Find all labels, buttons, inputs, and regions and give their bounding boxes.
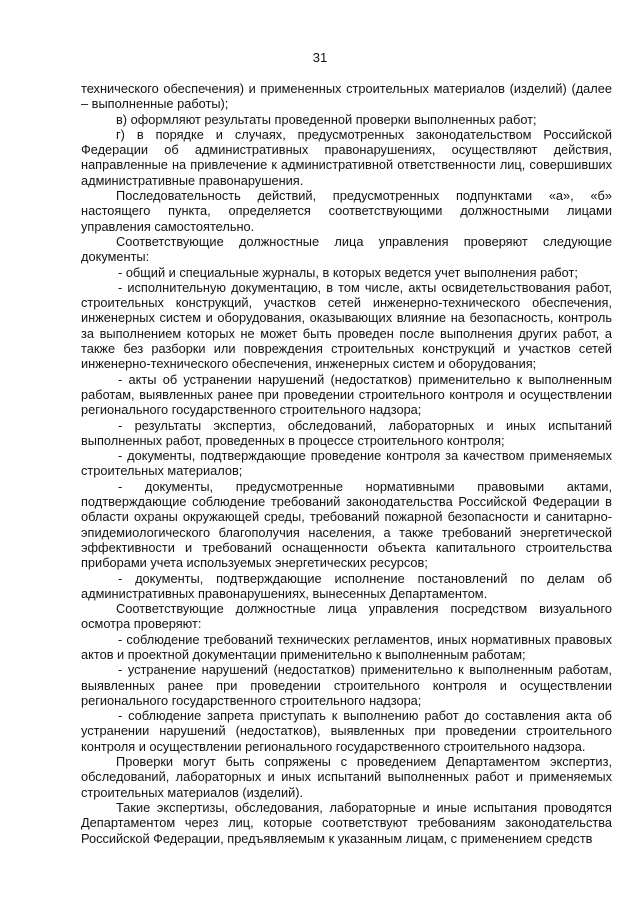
list-item: - документы, предусмотренные нормативными правовыми актами, подтверждающие соблюдение требований законодательства Российской Федерации в области охраны окружающей среды, требований пожарной безопасности и санитарно-эпидемиологического благополучия населения, а также требований энергетической эффективности и требований оснащенности объекта капитального строительства приборами учета используемых энергетических ресурсов; [81, 478, 612, 571]
paragraph: Проверки могут быть сопряжены с проведением Департаментом экспертиз, обследований, лабораторных и иных испытаний выполненных работ и применяемых строительных материалов (изделий). [81, 754, 612, 800]
list-item: - акты об устранении нарушений (недостатков) применительно к выполненным работам, выявленных ранее при проведении строительного контроля и осуществлении регионального государственного строительного надзора; [81, 371, 612, 418]
page-number: 31 [312, 50, 328, 65]
paragraph: Последовательность действий, предусмотренных подпунктами «а», «б» настоящего пункта, определяется соответствующими должностными лицами управления самостоятельно. [81, 188, 612, 234]
paragraph: Соответствующие должностные лица управления проверяют следующие документы: [81, 233, 612, 265]
paragraph: г) в порядке и случаях, предусмотренных законодательством Российской Федерации об административных правонарушениях, осуществляют действия, направленные на привлечение к административной ответственности лиц, совершивших административные правонарушения. [81, 126, 612, 188]
list-item: - соблюдение запрета приступать к выполнению работ до составления акта об устранении нарушений (недостатков), выявленных при проведении строительного контроля и осуществлении регионального государственного строительного надзора. [81, 708, 612, 754]
list-item: - документы, подтверждающие исполнение постановлений по делам об административных правонарушениях, вынесенных Департаментом. [81, 570, 612, 601]
list-item: - результаты экспертиз, обследований, лабораторных и иных испытаний выполненных работ, проведенных в процессе строительного контроля; [81, 417, 612, 448]
document-body [81, 81, 612, 846]
list-item: - соблюдение требований технических регламентов, иных нормативных правовых актов и проектной документации применительно к выполненным работам; [81, 631, 612, 662]
list-item: - общий и специальные журналы, в которых ведется учет выполнения работ; [118, 264, 578, 280]
paragraph: Такие экспертизы, обследования, лабораторные и иные испытания проводятся Департаментом через лиц, которые соответствуют требованиям законодательства Российской Федерации, предъявляемым к указанным лицам, с применением средств [81, 799, 612, 846]
paragraph: Соответствующие должностные лица управления посредством визуального осмотра проверяют: [81, 601, 612, 632]
list-item: - устранение нарушений (недостатков) применительно к выполненным работам, выявленных ранее при проведении строительного контроля и осуществлении регионального государственного строительного надзора; [81, 662, 612, 708]
paragraph: технического обеспечения) и примененных строительных материалов (изделий) (далее – выполненные работы); [81, 81, 612, 112]
paragraph: в) оформляют результаты проведенной проверки выполненных работ; [116, 111, 537, 127]
list-item: - документы, подтверждающие проведение контроля за качеством применяемых строительных материалов; [81, 448, 612, 479]
list-item: - исполнительную документацию, в том числе, акты освидетельствования работ, строительных конструкций, участков сетей инженерно-технического обеспечения, инженерных систем и оборудования, оказывающих влияние на безопасность, контроль за выполнением которых не может быть проведен после выполнения других работ, а также без разборки или повреждения строительных конструкций и участков сетей инженерно-технического обеспечения, инженерных систем и оборудования; [81, 279, 612, 372]
